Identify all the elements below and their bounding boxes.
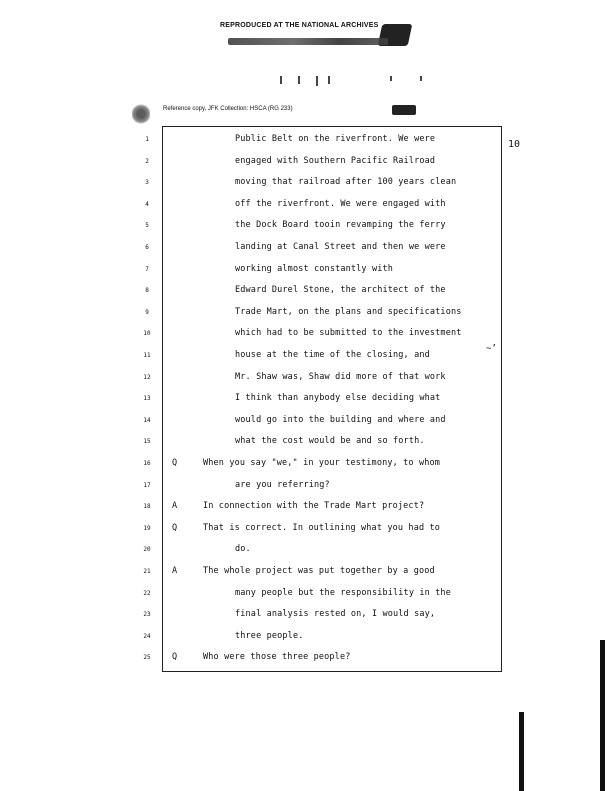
line-number: 7: [145, 265, 149, 273]
line-number: 17: [143, 481, 151, 489]
transcript-line: [0, 285, 612, 306]
line-number: 5: [145, 222, 149, 230]
line-number: 24: [143, 632, 151, 640]
line-text: Trade Mart, on the plans and specifications: [235, 306, 462, 317]
line-number: 8: [145, 287, 149, 295]
speaker-label: A: [172, 566, 178, 576]
line-number: 25: [143, 654, 151, 662]
line-text: In connection with the Trade Mart project?: [203, 501, 425, 512]
transcript-line: [0, 242, 612, 263]
transcript-line: [0, 264, 612, 285]
line-text: are you referring?: [235, 479, 330, 490]
reference-header: Reference copy, JFK Collection: HSCA (RG 233): [163, 106, 293, 112]
reference-smudge: [392, 105, 416, 115]
line-text: That is correct. In outlining what you had to: [203, 522, 441, 533]
scan-specks: [270, 76, 440, 88]
transcript-line: [0, 480, 612, 501]
transcript-line: [0, 372, 612, 393]
line-number: 18: [143, 503, 151, 511]
speaker-label: A: [172, 501, 178, 512]
line-number: 6: [145, 244, 149, 251]
line-number: 3: [145, 179, 149, 187]
transcript-line: [0, 458, 612, 479]
line-number: 4: [145, 200, 149, 208]
transcript-line: [0, 544, 612, 565]
stamp-streak: [228, 38, 388, 45]
speaker-label: Q: [172, 522, 178, 533]
corner-smudge: [132, 104, 150, 124]
transcript-line: [0, 220, 612, 241]
line-number: 23: [143, 611, 151, 619]
transcript-line: [0, 134, 612, 155]
transcript-line: [0, 156, 612, 177]
line-number: 20: [143, 546, 151, 554]
transcript-line: [0, 652, 612, 673]
scan-edge-bar: [519, 712, 524, 791]
line-text: final analysis rested on, I would say,: [235, 609, 436, 620]
transcript-line: [0, 199, 612, 220]
speaker-label: Q: [172, 458, 178, 468]
transcript-line: [0, 415, 612, 436]
transcript-line: [0, 350, 612, 371]
transcript-line: [0, 588, 612, 609]
transcript-line: [0, 609, 612, 630]
line-number: 11: [143, 352, 151, 359]
line-text: Who were those three people?: [203, 652, 351, 663]
line-number: 10: [143, 330, 151, 338]
transcript-line: [0, 523, 612, 544]
line-text: what the cost would be and so forth.: [235, 436, 425, 447]
line-number: 12: [143, 373, 151, 381]
transcript-line: [0, 631, 612, 652]
line-text: which had to be submitted to the investment: [235, 328, 462, 339]
scan-edge-bar: [600, 640, 605, 791]
line-text: house at the time of the closing, and: [235, 350, 430, 360]
line-number: 19: [143, 524, 151, 532]
line-number: 14: [143, 416, 151, 424]
line-number: 15: [143, 438, 151, 446]
line-text: working almost constantly with: [235, 263, 394, 274]
transcript-line: [0, 177, 612, 198]
transcript-line: [0, 328, 612, 349]
line-text: landing at Canal Street and then we were: [235, 242, 446, 252]
line-text: do.: [235, 544, 251, 555]
line-number: 16: [143, 460, 151, 467]
line-number: 21: [143, 568, 151, 575]
transcript-line: [0, 566, 612, 587]
line-text: would go into the building and where and: [235, 414, 446, 425]
line-text: I think than anybody else deciding what: [235, 393, 441, 404]
line-text: moving that railroad after 100 years clean: [235, 177, 457, 188]
line-text: When you say "we," in your testimony, to whom: [203, 458, 441, 468]
line-text: the Dock Board tooin revamping the ferry: [235, 220, 446, 231]
transcript-line: [0, 307, 612, 328]
line-text: engaged with Southern Pacific Railroad: [235, 155, 436, 166]
line-number: 1: [145, 136, 149, 143]
archive-stamp-text: REPRODUCED AT THE NATIONAL ARCHIVES: [220, 22, 379, 29]
transcript-line: [0, 393, 612, 414]
line-text: Public Belt on the riverfront. We were: [235, 134, 436, 144]
line-number: 2: [145, 157, 149, 165]
margin-mark: ~’: [486, 344, 497, 354]
transcript-line: [0, 501, 612, 522]
line-text: many people but the responsibility in the: [235, 587, 451, 598]
page-number: 10: [508, 139, 521, 150]
line-text: off the riverfront. We were engaged with: [235, 198, 446, 209]
line-text: The whole project was put together by a good: [203, 566, 435, 576]
line-number: 13: [143, 395, 151, 403]
speaker-label: Q: [172, 652, 178, 663]
line-number: 9: [145, 308, 149, 316]
line-text: three people.: [235, 630, 304, 641]
line-text: Mr. Shaw was, Shaw did more of that work: [235, 371, 446, 382]
transcript-line: [0, 436, 612, 457]
line-number: 22: [143, 589, 151, 597]
line-text: Edward Durel Stone, the architect of the: [235, 285, 446, 296]
